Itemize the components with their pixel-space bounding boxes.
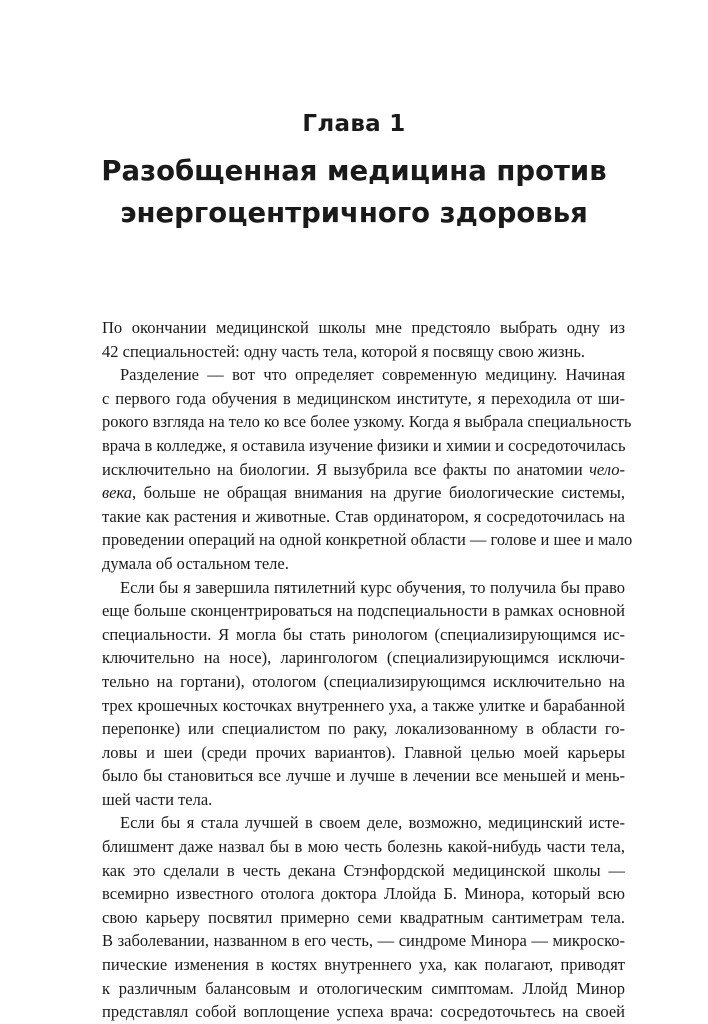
text-line [102, 717, 625, 741]
text-line [102, 340, 625, 364]
text-run: 42 специальностей: одну часть тела, которой я посвящу свою жизнь. [102, 341, 586, 361]
text-line [102, 906, 625, 930]
text-line [102, 623, 625, 647]
chapter-title-line-1: Разобщенная медицина против [101, 155, 607, 187]
text-run: Если бы я завершила пятилетний курс обучения, то получила бы право [120, 577, 625, 597]
text-run: врача в колледже, я оставила изучение физики и химии и сосредоточилась [102, 435, 626, 455]
text-line [102, 882, 625, 906]
text-line [102, 1000, 625, 1024]
text-line [102, 410, 632, 434]
body-text [102, 316, 633, 1024]
italic-run: чело- [589, 459, 625, 479]
text-run: свою карьеру посвятил примерно семи квадратным сантиметрам тела. [102, 907, 625, 927]
text-run: шей части тела. [102, 789, 213, 809]
text-run: с первого года обучения в медицинском институте, я переходила от ши- [102, 388, 625, 408]
text-line [102, 741, 625, 765]
text-line [102, 859, 625, 883]
text-run: перепонке) или специалистом по раку, локализованному в области го- [102, 719, 625, 739]
text-run: думала об остальном теле. [102, 553, 289, 573]
text-run: еще больше сконцентрироваться на подспециальности в рамках основной [102, 601, 625, 621]
text-line [102, 599, 625, 623]
text-line [102, 929, 625, 953]
text-run: было бы становиться все лучше и лучше в лечении все меньшей и мень- [102, 766, 625, 786]
text-line [102, 434, 625, 458]
chapter-title [0, 150, 708, 234]
text-line [102, 363, 625, 387]
text-line [102, 811, 625, 835]
text-run: пические изменения в костях внутреннего уха, как полагают, приводят [102, 955, 625, 975]
text-run: трех крошечных косточках внутреннего уха, а также улитке и барабанной [102, 695, 625, 715]
text-run: как это сделали в честь декана Стэнфордской медицинской школы — [102, 860, 625, 880]
text-run: ловы и шеи (среди прочих вариантов). Главной целью моей карьеры [102, 742, 625, 762]
text-line [102, 387, 625, 411]
text-line [102, 576, 625, 600]
text-run: всемирно известного отолога доктора Ллойда Б. Минора, который всю [102, 884, 625, 904]
italic-run: века [102, 483, 133, 503]
text-run: рокого взгляда на тело ко все более узкому. Когда я выбрала специальность [102, 412, 632, 432]
text-line [102, 788, 625, 812]
text-line [102, 670, 625, 694]
text-line [102, 764, 625, 788]
text-line [102, 835, 625, 859]
text-run: к различным балансовым и отологическим симптомам. Ллойд Минор [102, 978, 625, 998]
text-run: тельно на гортани), отологом (специализирующимся исключительно на [102, 671, 625, 691]
text-line [102, 977, 625, 1001]
text-line [102, 646, 625, 670]
text-line [102, 505, 625, 529]
text-line [102, 552, 625, 576]
text-line [102, 953, 625, 977]
text-run: блишмент даже назвал бы в мою честь болезнь какой-нибудь части тела, [102, 837, 625, 857]
text-run: исключительно на биологии. Я вызубрила все факты по анатомии [102, 459, 590, 479]
text-run: По окончании медицинской школы мне предстояло выбрать одну из [102, 318, 625, 337]
text-line [102, 316, 625, 340]
chapter-label: Глава 1 [302, 111, 406, 137]
text-run: проведении операций на одной конкретной области — голове и шее и мало [102, 530, 633, 550]
text-run: ключительно на носе), ларингологом (специализирующимся исключи- [102, 648, 625, 668]
text-run: такие как растения и животные. Став ординатором, я сосредоточилась на [102, 506, 625, 526]
text-run: Если бы я стала лучшей в своем деле, возможно, медицинский исте- [120, 813, 625, 833]
text-line [102, 694, 625, 718]
text-run: Разделение — вот что определяет современную медицину. Начиная [120, 365, 625, 385]
text-run: представлял собой воплощение успеха врача: сосредоточьтесь на своей [102, 1002, 625, 1022]
text-run: специальности. Я могла бы стать ринологом (специализирующимся ис- [102, 624, 625, 644]
text-line [102, 458, 625, 482]
text-line [102, 528, 633, 552]
chapter-title-line-2: энергоцентричного здоровья [120, 197, 588, 229]
text-run: В заболевании, названном в его честь, — синдроме Минора — микроско- [102, 931, 625, 951]
text-run: , больше не обращая внимания на другие биологические системы, [132, 483, 625, 503]
text-line [102, 481, 625, 505]
